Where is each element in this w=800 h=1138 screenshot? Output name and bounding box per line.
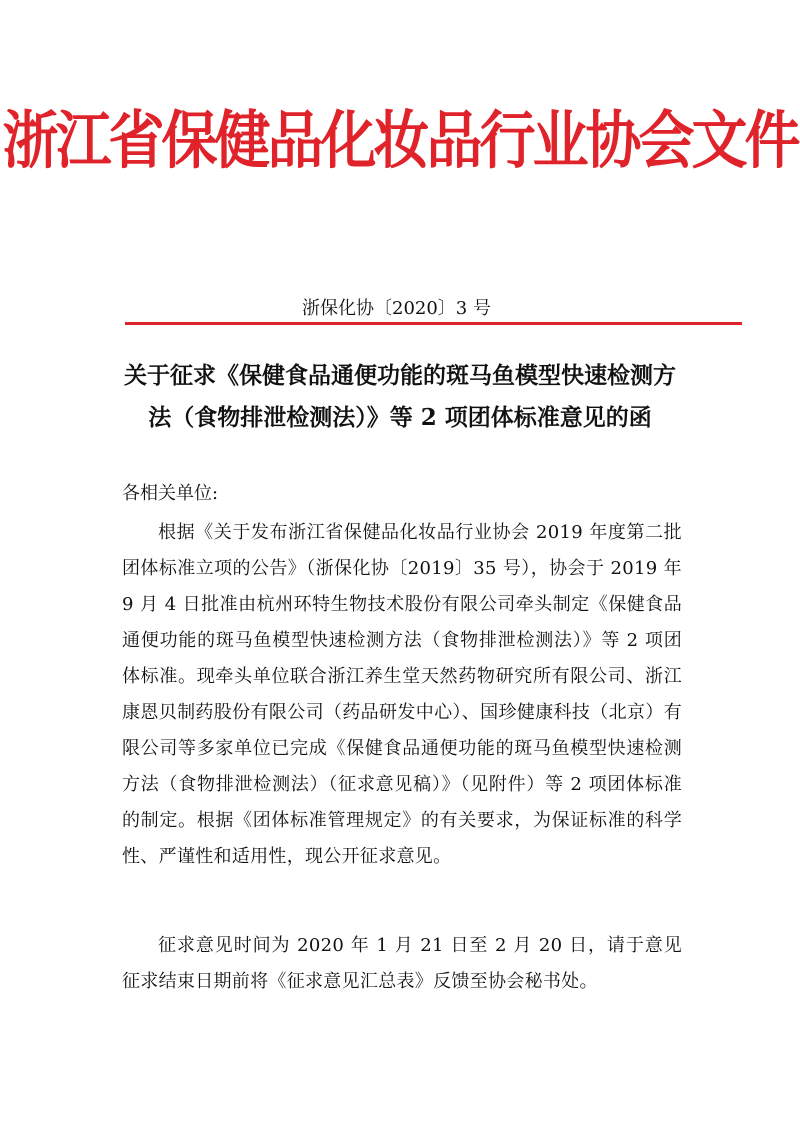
red-separator-line (125, 322, 742, 325)
body-paragraph-2: 征求意见时间为 2020 年 1 月 21 日至 2 月 20 日，请于意见征求结束日期前将《征求意见汇总表》反馈至协会秘书处。 (122, 935, 682, 992)
body-paragraph-1: 根据《关于发布浙江省保健品化妆品行业协会 2019 年度第二批团体标准立项的公告》（浙保化协〔2019〕35 号），协会于 2019 年 9 月 4 日批准由杭州环特生物技术股份有限公司牵头制定《保健食品通便功能的斑马鱼模型快速检测方法（食物排泄检测法）》等 2 项团体标准。现牵头单位联合浙江养生堂天然药物研究所有限公司、浙江康恩贝制药股份有限公司（药品研发中心）、国珍健康科技（北京）有限公司等多家单位已完成《保健食品通便功能的斑马鱼模型快速检测方法（食物排泄检测法）（征求意见稿）》（见附件）等 2 项团体标准的制定。根据《团体标准管理规定》的有关要求，为保证标准的科学性、严谨性和适用性，现公开征求意见。 (122, 522, 682, 867)
document-title (100, 355, 700, 439)
document-title-line-1: 关于征求《保健食品通便功能的斑马鱼模型快速检测方 (124, 362, 676, 389)
document-number: 浙保化协〔2020〕3 号 (302, 298, 491, 319)
salutation: 各相关单位: (122, 483, 219, 504)
organization-masthead: 浙江省保健品化妆品行业协会文件 (2, 105, 798, 178)
document-title-line-2: 法（食物排泄检测法）》等 2 项团体标准意见的函 (148, 404, 652, 431)
